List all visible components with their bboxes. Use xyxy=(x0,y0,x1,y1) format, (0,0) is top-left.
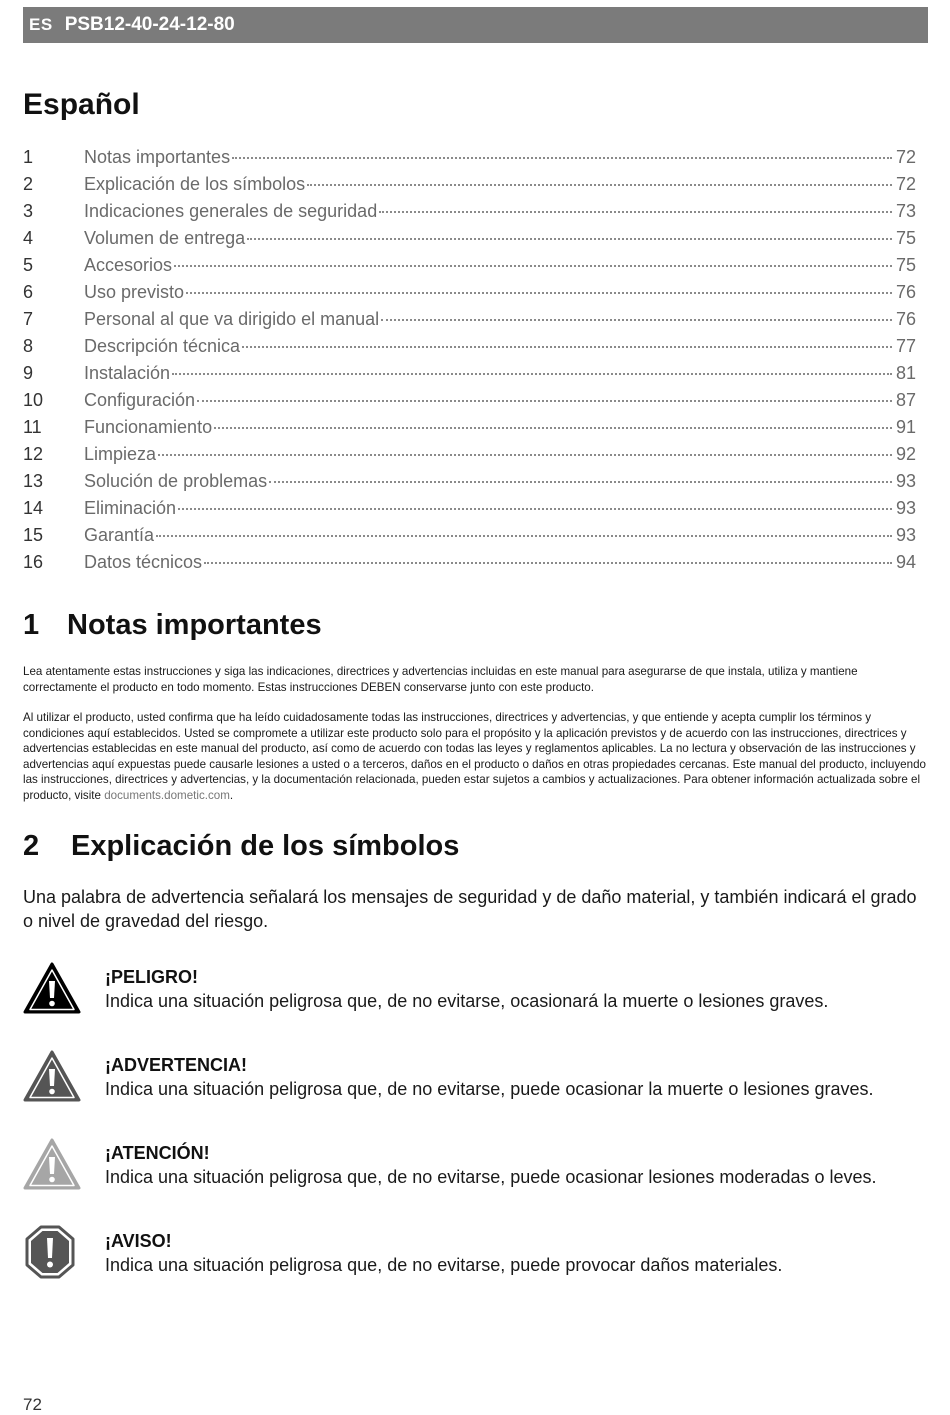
toc-label: Datos técnicos xyxy=(84,552,203,572)
toc-leader-dots xyxy=(269,481,892,483)
toc-leader-dots xyxy=(242,346,892,348)
warning-title: ¡ATENCIÓN! xyxy=(105,1143,210,1163)
toc-page: 91 xyxy=(895,417,916,437)
warning-description: Indica una situación peligrosa que, de no evitarse, puede ocasionar la muerte o lesiones graves. xyxy=(105,1079,874,1099)
section-number: 2 xyxy=(23,830,40,862)
toc-number: 7 xyxy=(23,309,34,329)
toc-leader-dots xyxy=(204,562,892,564)
documents-link[interactable]: documents.dometic.com xyxy=(104,788,230,802)
toc-item[interactable] xyxy=(23,282,916,309)
toc-leader-dots xyxy=(158,454,892,456)
warning-triangle-icon xyxy=(23,1049,81,1103)
toc-item[interactable] xyxy=(23,471,916,498)
toc-label: Limpieza xyxy=(84,444,157,464)
toc-item[interactable] xyxy=(23,444,916,471)
toc-number: 10 xyxy=(23,390,44,410)
toc-leader-dots xyxy=(172,373,892,375)
toc-label: Volumen de entrega xyxy=(84,228,246,248)
toc-page: 76 xyxy=(895,282,916,302)
warning-description: Indica una situación peligrosa que, de no evitarse, puede ocasionar lesiones moderadas o leves. xyxy=(105,1167,877,1187)
toc-item[interactable] xyxy=(23,417,916,444)
toc-label: Funcionamiento xyxy=(84,417,213,437)
toc-leader-dots xyxy=(178,508,892,510)
toc-number: 1 xyxy=(23,147,34,167)
toc-page: 94 xyxy=(895,552,916,572)
toc-number: 15 xyxy=(23,525,44,545)
table-of-contents xyxy=(23,147,916,579)
toc-label: Eliminación xyxy=(84,498,177,518)
toc-leader-dots xyxy=(197,400,892,402)
model-number: PSB12-40-24-12-80 xyxy=(64,14,235,35)
notice-message xyxy=(23,1225,923,1295)
toc-leader-dots xyxy=(381,319,892,321)
toc-page: 75 xyxy=(895,228,916,248)
warning-title: ¡AVISO! xyxy=(105,1231,172,1251)
toc-page: 76 xyxy=(895,309,916,329)
notice-octagon-icon xyxy=(23,1225,81,1279)
toc-label: Configuración xyxy=(84,390,196,410)
toc-item[interactable] xyxy=(23,363,916,390)
warning-title: ¡ADVERTENCIA! xyxy=(105,1055,247,1075)
section-title: Notas importantes xyxy=(67,609,322,641)
toc-number: 2 xyxy=(23,174,34,194)
toc-number: 4 xyxy=(23,228,34,248)
toc-leader-dots xyxy=(307,184,892,186)
toc-label: Solución de problemas xyxy=(84,471,268,491)
toc-number: 9 xyxy=(23,363,34,383)
page-title: Español xyxy=(23,88,140,121)
toc-item[interactable] xyxy=(23,552,916,579)
toc-label: Indicaciones generales de seguridad xyxy=(84,201,378,221)
toc-page: 93 xyxy=(895,525,916,545)
notes-paragraph-2-text: Al utilizar el producto, usted confirma que ha leído cuidadosamente todas las instrucciones, directrices y advertencias, y que entiende y acepta cumplir los términos y condiciones aquí establecidos. Usted se compromete a utilizar este producto solo para el propósito y la aplicación previstos y de acuerdo con las instrucciones, directrices y advertencias establecidas en este manual del producto, así como de acuerdo con todas las leyes y reglamentos aplicables. La no lectura y observación de las instrucciones y advertencias aquí expuestas puede causarle lesiones a usted o a terceros, daños en el producto o daños en otras propiedades cercanas. Este manual del producto, incluyendo las instrucciones, directrices y advertencias, y la documentación relacionada, pueden estar sujetos a cambios y actualizaciones. Para obtener información actualizada sobre el producto, visite xyxy=(23,711,926,802)
caution-triangle-icon xyxy=(23,1137,81,1191)
warning-title: ¡PELIGRO! xyxy=(105,967,198,987)
toc-item[interactable] xyxy=(23,525,916,552)
toc-item[interactable] xyxy=(23,498,916,525)
toc-page: 75 xyxy=(895,255,916,275)
toc-leader-dots xyxy=(156,535,892,537)
toc-label: Notas importantes xyxy=(84,147,231,167)
toc-number: 13 xyxy=(23,471,44,491)
toc-label: Personal al que va dirigido el manual xyxy=(84,309,380,329)
section-2-heading xyxy=(23,830,459,863)
notes-paragraph-2 xyxy=(23,710,928,803)
toc-item[interactable] xyxy=(23,336,916,363)
toc-leader-dots xyxy=(379,211,892,213)
section-1-heading xyxy=(23,609,322,642)
danger-message xyxy=(23,961,923,1031)
warning-message xyxy=(23,1049,923,1119)
toc-item[interactable] xyxy=(23,390,916,417)
toc-page: 77 xyxy=(895,336,916,356)
toc-number: 3 xyxy=(23,201,34,221)
toc-label: Uso previsto xyxy=(84,282,185,302)
toc-item[interactable] xyxy=(23,309,916,336)
caution-message xyxy=(23,1137,923,1207)
paragraph-end: . xyxy=(229,788,234,802)
language-code: ES xyxy=(29,15,53,34)
toc-number: 6 xyxy=(23,282,34,302)
page-number: 72 xyxy=(23,1395,42,1414)
toc-leader-dots xyxy=(186,292,892,294)
toc-page: 93 xyxy=(895,498,916,518)
toc-label: Accesorios xyxy=(84,255,173,275)
toc-item[interactable] xyxy=(23,201,916,228)
toc-page: 73 xyxy=(895,201,916,221)
section-title: Explicación de los símbolos xyxy=(71,830,460,862)
toc-leader-dots xyxy=(214,427,892,429)
toc-page: 92 xyxy=(895,444,916,464)
symbols-intro: Una palabra de advertencia señalará los mensajes de seguridad y de daño material, y también indicará el grado o nivel de gravedad del riesgo. xyxy=(23,887,917,931)
toc-item[interactable] xyxy=(23,174,916,201)
warning-description: Indica una situación peligrosa que, de no evitarse, ocasionará la muerte o lesiones graves. xyxy=(105,991,829,1011)
warning-description: Indica una situación peligrosa que, de no evitarse, puede provocar daños materiales. xyxy=(105,1255,783,1275)
section-number: 1 xyxy=(23,609,40,641)
toc-number: 12 xyxy=(23,444,44,464)
toc-page: 93 xyxy=(895,471,916,491)
toc-page: 72 xyxy=(895,174,916,194)
toc-leader-dots xyxy=(174,265,892,267)
toc-item[interactable] xyxy=(23,255,916,282)
toc-page: 72 xyxy=(895,147,916,167)
toc-page: 81 xyxy=(895,363,916,383)
toc-label: Instalación xyxy=(84,363,171,383)
toc-number: 5 xyxy=(23,255,34,275)
toc-label: Garantía xyxy=(84,525,155,545)
toc-number: 8 xyxy=(23,336,34,356)
toc-leader-dots xyxy=(232,157,892,159)
danger-triangle-icon xyxy=(23,961,81,1015)
toc-number: 14 xyxy=(23,498,44,518)
toc-leader-dots xyxy=(247,238,892,240)
header-bar xyxy=(23,7,928,43)
toc-number: 11 xyxy=(23,417,42,437)
toc-number: 16 xyxy=(23,552,44,572)
toc-label: Descripción técnica xyxy=(84,336,241,356)
toc-item[interactable] xyxy=(23,147,916,174)
notes-paragraph-1: Lea atentamente estas instrucciones y siga las indicaciones, directrices y advertencias incluidas en este manual para asegurarse de que instala, utiliza y mantiene correctamente el producto en todo momento. Estas instrucciones DEBEN conservarse junto con este producto. xyxy=(23,665,858,694)
toc-page: 87 xyxy=(895,390,916,410)
toc-item[interactable] xyxy=(23,228,916,255)
toc-label: Explicación de los símbolos xyxy=(84,174,306,194)
